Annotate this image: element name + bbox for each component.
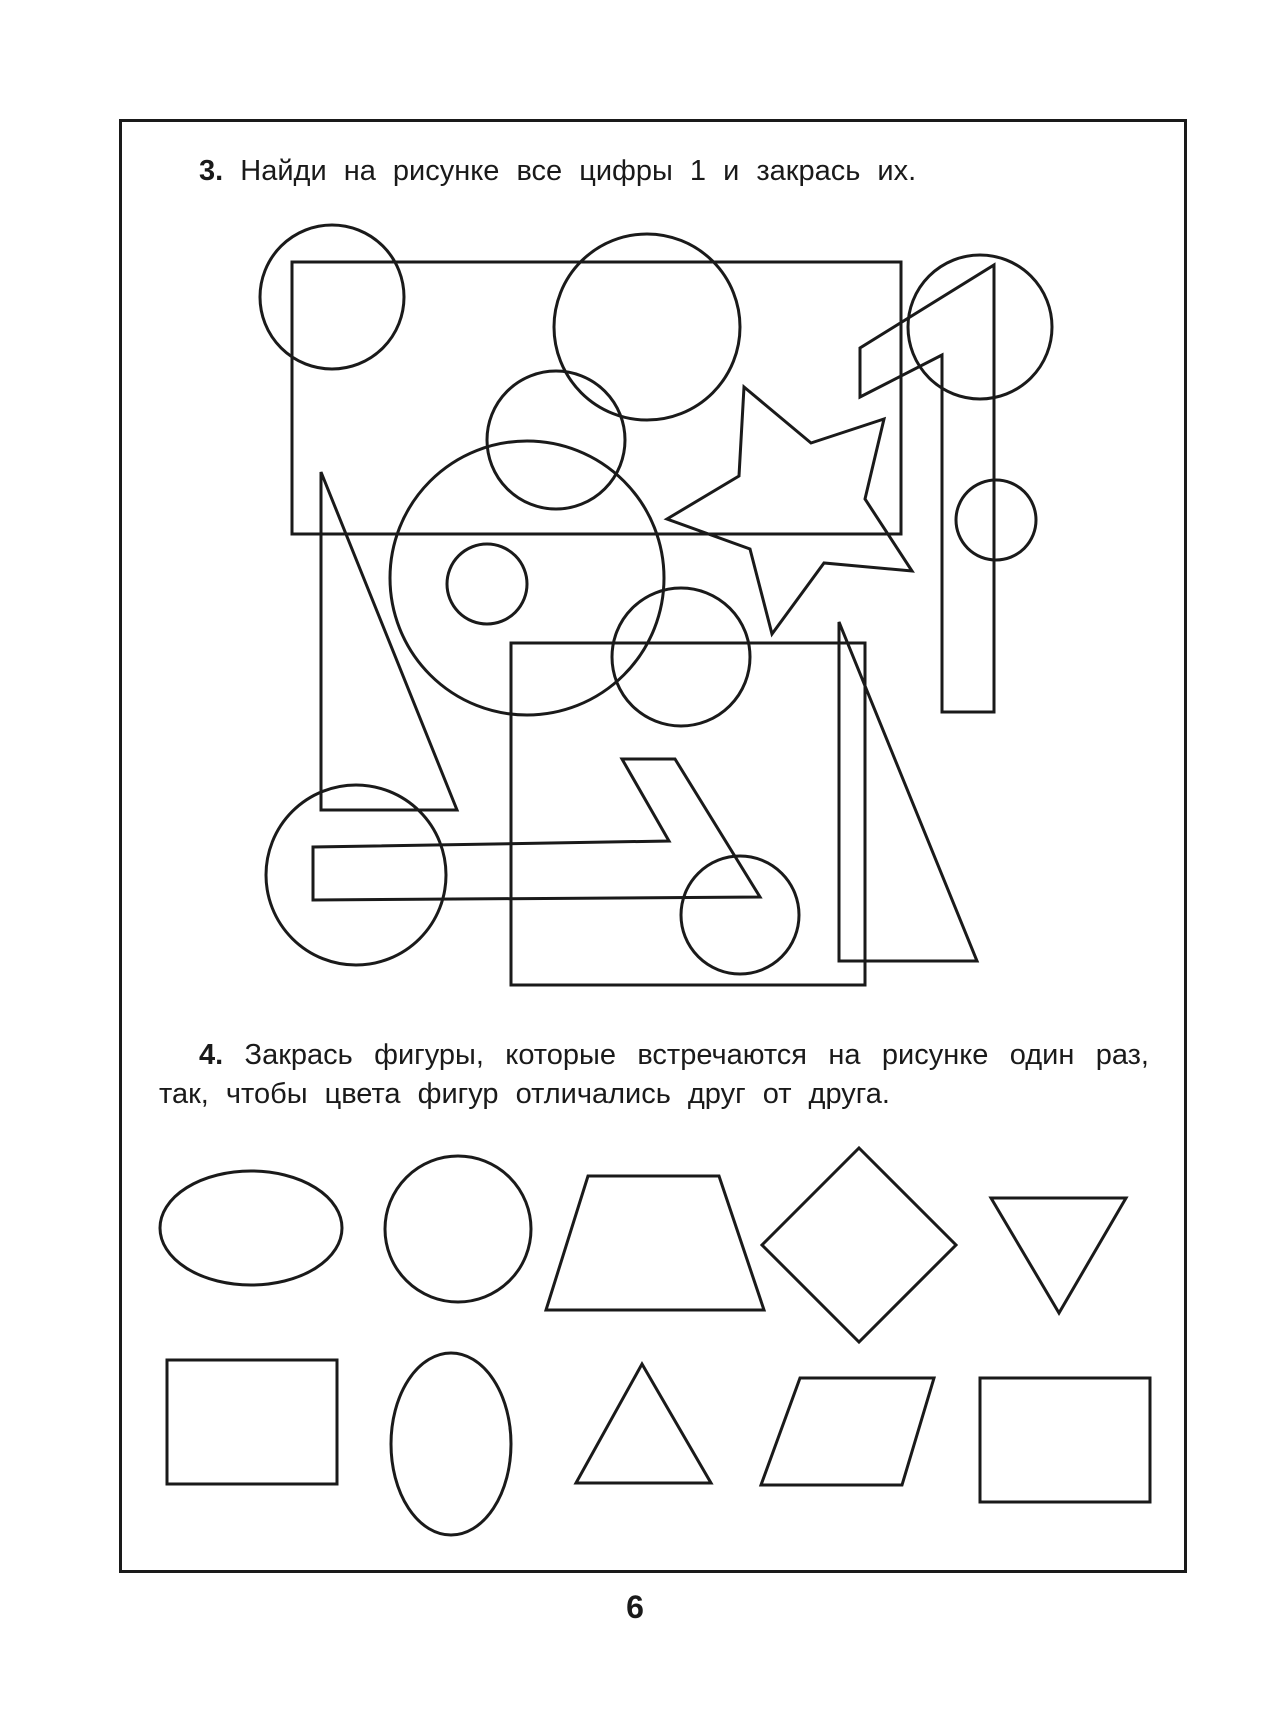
page-number: 6 <box>626 1589 644 1625</box>
shape-trapezoid[interactable] <box>546 1176 764 1310</box>
task-3-text: Найди на рисунке все цифры 1 и закрась их. <box>240 155 917 187</box>
task-4-number: 4. <box>199 1039 224 1071</box>
shape-triangle[interactable] <box>576 1364 711 1483</box>
task-3-number: 3. <box>199 155 224 187</box>
shape-rectangle-right[interactable] <box>980 1378 1150 1502</box>
shape-parallelogram[interactable] <box>761 1378 934 1485</box>
shape-inverted-triangle[interactable] <box>991 1198 1126 1313</box>
shape-vertical-oval[interactable] <box>391 1353 511 1535</box>
shape-rhombus[interactable] <box>762 1148 956 1342</box>
task-4-text: Закрась фигуры, которые встречаются на рисунке один раз, так, чтобы цвета фигур отличались друг от друга. <box>159 1039 1149 1110</box>
shape-rectangle[interactable] <box>167 1360 337 1484</box>
shape-circle[interactable] <box>385 1156 531 1302</box>
shape-oval[interactable] <box>160 1171 342 1285</box>
